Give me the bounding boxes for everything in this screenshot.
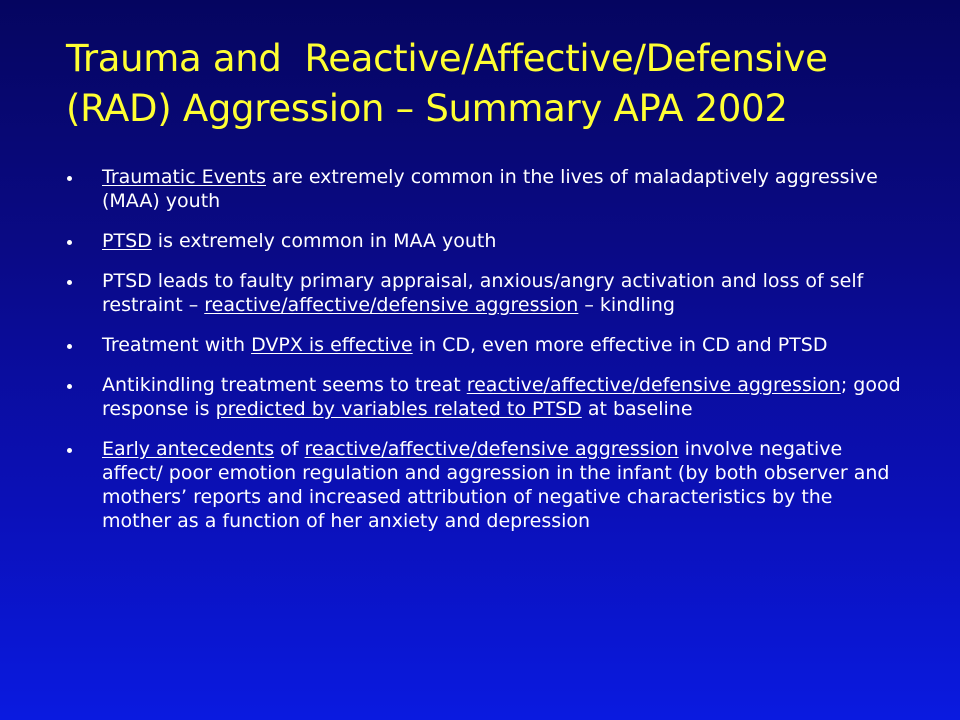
bullet-text-underlined: reactive/affective/defensive aggression	[204, 294, 579, 316]
bullet-item	[62, 229, 902, 253]
bullet-item	[62, 333, 902, 357]
bullet-dot-icon	[67, 240, 72, 245]
bullet-list	[62, 165, 902, 549]
bullet-item	[62, 269, 902, 317]
bullet-text-plain: Treatment with	[102, 334, 252, 356]
bullet-dot-icon	[67, 448, 72, 453]
slide-title	[66, 34, 926, 134]
bullet-dot-icon	[67, 344, 72, 349]
bullet-text-plain: is extremely common in MAA youth	[151, 230, 497, 252]
bullet-item	[62, 437, 902, 533]
bullet-text-underlined: Traumatic Events	[102, 166, 267, 188]
bullet-text	[102, 230, 496, 252]
bullet-item	[62, 165, 902, 213]
bullet-dot-icon	[67, 176, 72, 181]
bullet-text-plain: ; good response is	[102, 374, 901, 420]
bullet-item	[62, 373, 902, 421]
bullet-text	[102, 166, 878, 212]
slide-title-line-1: Trauma and Reactive/Affective/Defensive	[66, 37, 828, 80]
bullet-dot-icon	[67, 280, 72, 285]
bullet-text-underlined: reactive/affective/defensive aggression	[304, 438, 679, 460]
bullet-text-plain: – kindling	[578, 294, 675, 316]
bullet-text-underlined: reactive/affective/defensive aggression	[466, 374, 841, 396]
bullet-text-plain: at baseline	[581, 398, 693, 420]
bullet-text-plain: are extremely common in the lives of maladaptively aggressive (MAA) youth	[102, 166, 878, 212]
bullet-text-plain: PTSD leads to faulty primary appraisal, anxious/angry activation and loss of self restraint –	[102, 270, 864, 316]
bullet-dot-icon	[67, 384, 72, 389]
bullet-text-plain: in CD, even more effective in CD and PTSD	[412, 334, 828, 356]
bullet-text	[102, 438, 890, 532]
bullet-text-plain: Antikindling treatment seems to treat	[102, 374, 467, 396]
bullet-text-plain: involve negative affect/ poor emotion regulation and aggression in the infant (by both observer and mothers’ reports and increased attribution of negative characteristics by the mother as a function of her anxiety and depression	[102, 438, 890, 532]
bullet-text	[102, 374, 901, 420]
bullet-text-underlined: predicted by variables related to PTSD	[215, 398, 582, 420]
bullet-text-plain: of	[274, 438, 305, 460]
slide-title-line-2: (RAD) Aggression – Summary APA 2002	[66, 87, 788, 130]
bullet-text	[102, 270, 863, 316]
bullet-text-underlined: Early antecedents	[102, 438, 275, 460]
bullet-text-underlined: PTSD	[102, 230, 152, 252]
bullet-text	[102, 334, 827, 356]
bullet-text-underlined: DVPX is effective	[251, 334, 413, 356]
